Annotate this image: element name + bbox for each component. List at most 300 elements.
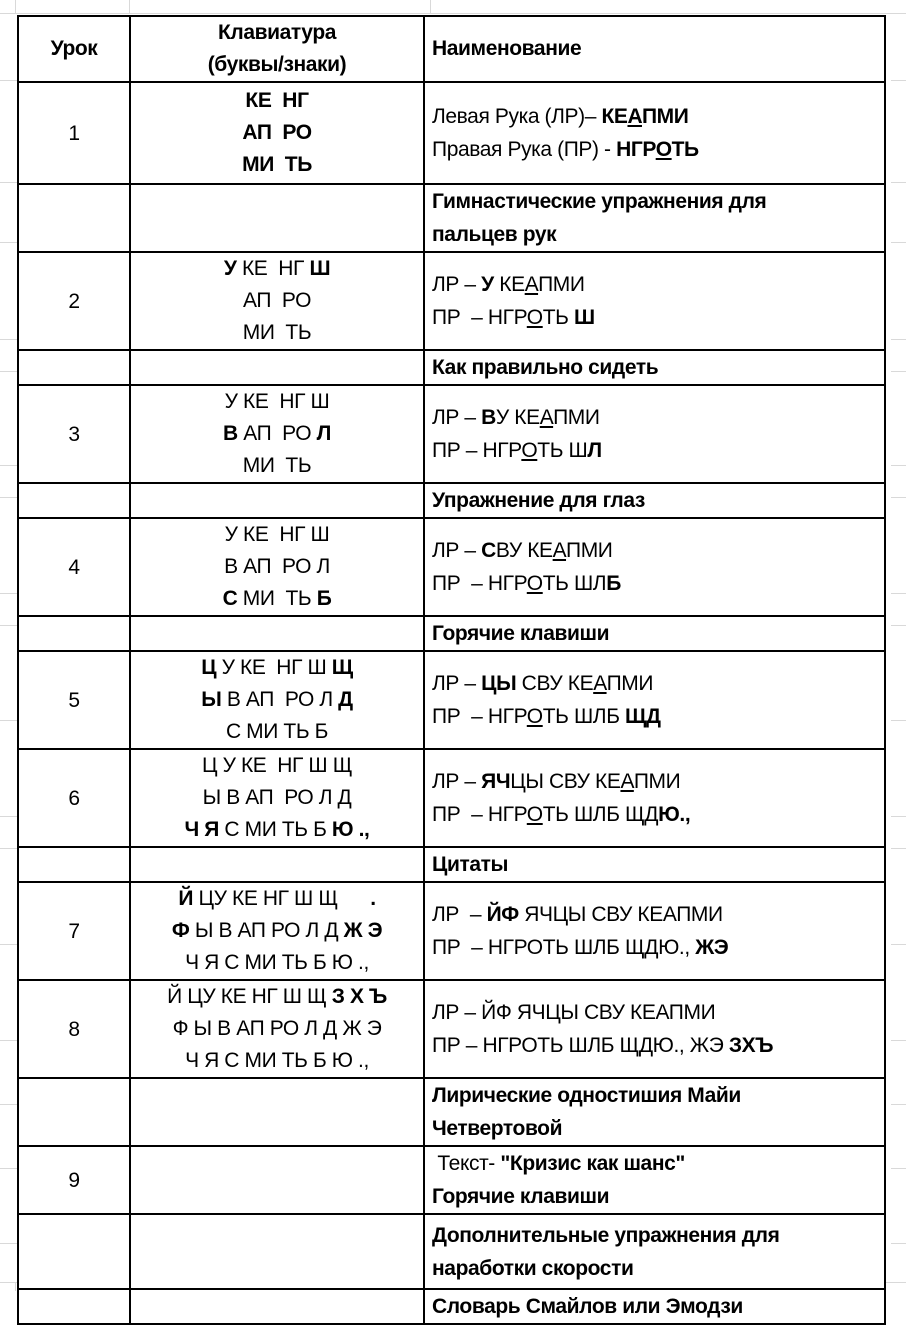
lesson-row — [18, 882, 885, 980]
text-segment: ПМИ — [566, 539, 613, 562]
lesson-number-cell[interactable] — [18, 184, 130, 252]
text-segment: ЛР – — [432, 273, 482, 296]
name-cell[interactable] — [424, 651, 885, 749]
text-line — [432, 34, 884, 64]
gridline — [0, 816, 17, 817]
name-cell[interactable] — [424, 82, 885, 184]
lesson-number-cell[interactable] — [18, 651, 130, 749]
name-cell[interactable] — [424, 350, 885, 385]
text-segment: Урок — [50, 37, 98, 60]
gridline — [129, 0, 130, 13]
text-segment: КЕ — [493, 273, 525, 296]
header-name[interactable] — [424, 16, 885, 82]
gridline — [891, 816, 906, 817]
gridline — [0, 182, 17, 183]
text-segment: ПМИ — [606, 672, 654, 695]
lesson-number-cell[interactable] — [18, 1078, 130, 1146]
text-segment: ПР – НГР — [432, 439, 522, 462]
lesson-row — [18, 82, 885, 184]
text-segment: А — [593, 672, 607, 695]
keyboard-cell[interactable] — [130, 1289, 424, 1324]
text-line — [432, 617, 884, 650]
keyboard-cell[interactable] — [130, 184, 424, 252]
name-cell[interactable] — [424, 518, 885, 616]
text-segment: О — [526, 306, 543, 329]
text-line — [432, 700, 884, 733]
keyboard-cell[interactable] — [130, 1146, 424, 1214]
text-segment: КЕ НГ — [241, 257, 310, 280]
text-segment: Д — [338, 688, 353, 711]
text-segment: ТЬ ШЛБ — [542, 705, 626, 728]
note-row — [18, 847, 885, 882]
text-segment: . — [370, 887, 376, 910]
text-segment: В — [481, 406, 496, 429]
text-segment: С МИ ТЬ Б — [225, 720, 329, 743]
text-line — [432, 268, 884, 301]
text-segment: О — [526, 803, 543, 826]
text-segment: ВУ КЕ — [495, 539, 553, 562]
gridline — [15, 1283, 16, 1291]
text-line — [131, 684, 423, 716]
name-cell[interactable] — [424, 1289, 885, 1324]
keyboard-cell[interactable] — [130, 1214, 424, 1289]
text-segment: Л — [587, 439, 602, 462]
text-segment: Лирические одностишия Майи — [432, 1084, 741, 1107]
gridline — [891, 242, 906, 243]
note-row — [18, 483, 885, 518]
gridline — [0, 1104, 17, 1105]
gridline — [891, 80, 906, 81]
text-segment: А — [552, 539, 567, 562]
text-segment: У — [481, 273, 494, 296]
text-line — [432, 351, 884, 384]
text-line — [131, 450, 423, 482]
text-segment: Наименование — [432, 37, 582, 60]
text-segment: ЛР – — [432, 903, 487, 926]
text-segment: ТЬ — [542, 306, 574, 329]
gridline — [0, 371, 17, 372]
text-segment: ПР – НГР — [432, 705, 527, 728]
text-segment: Б — [316, 587, 332, 610]
text-segment: Упражнение для глаз — [432, 489, 645, 512]
lesson-number-cell[interactable] — [18, 1289, 130, 1324]
text-line — [432, 1290, 884, 1323]
text-segment: В — [223, 422, 238, 445]
text-line — [131, 85, 423, 117]
note-row — [18, 616, 885, 651]
text-segment: О — [521, 439, 538, 462]
text-segment: Й — [178, 887, 194, 910]
text-segment: ЦЫ СВУ КЕ — [510, 770, 621, 793]
text-segment: О — [526, 705, 543, 728]
name-cell[interactable] — [424, 252, 885, 350]
text-segment: ЖЭ — [695, 936, 729, 959]
text-line — [432, 100, 884, 133]
text-line — [19, 285, 129, 318]
keyboard-cell[interactable] — [130, 350, 424, 385]
text-segment: 2 — [68, 289, 80, 313]
name-cell[interactable] — [424, 980, 885, 1078]
text-segment: Левая Рука (ЛР)– — [432, 105, 602, 128]
text-segment: ЛР – — [432, 406, 482, 429]
gridline — [891, 497, 906, 498]
text-line — [19, 1013, 129, 1046]
gridline — [0, 848, 17, 849]
text-line — [432, 898, 884, 931]
lesson-number-cell[interactable] — [18, 882, 130, 980]
keyboard-cell[interactable] — [130, 1078, 424, 1146]
text-line — [19, 34, 129, 64]
text-segment: У КЕ НГ Ш — [224, 523, 330, 546]
text-line — [432, 667, 884, 700]
text-line — [131, 149, 423, 181]
text-line — [131, 418, 423, 450]
text-line — [432, 401, 884, 434]
keyboard-cell[interactable] — [130, 847, 424, 882]
text-segment: Ц У КЕ НГ Ш Щ — [202, 754, 352, 777]
text-segment: Ф — [171, 919, 190, 942]
lesson-number-cell[interactable] — [18, 1214, 130, 1289]
text-segment: О — [655, 138, 672, 161]
note-row — [18, 1214, 885, 1289]
text-segment: Ц — [201, 656, 217, 679]
text-line — [432, 798, 884, 831]
text-segment: У КЕ НГ Ш — [216, 656, 332, 679]
text-segment: Дополнительные упражнения для — [432, 1223, 780, 1247]
text-segment: ЛР – — [432, 672, 482, 695]
text-line — [131, 285, 423, 317]
lesson-row — [18, 1146, 885, 1214]
text-segment: ЦУ КЕ НГ Ш Щ — [193, 887, 371, 910]
text-line — [19, 117, 129, 150]
gridline — [891, 339, 906, 340]
text-segment: 3 — [68, 422, 80, 446]
gridline — [15, 0, 16, 13]
text-segment: А — [620, 770, 634, 793]
name-cell[interactable] — [424, 749, 885, 847]
gridline — [0, 625, 17, 626]
text-segment: МИ ТЬ — [237, 587, 317, 610]
text-segment: Клавиатура — [217, 21, 337, 44]
keyboard-cell[interactable] — [130, 483, 424, 518]
text-segment: МИ ТЬ — [242, 321, 312, 344]
text-segment: Л — [316, 422, 331, 445]
text-segment: Ю., — [658, 803, 691, 826]
text-segment: Ч Я С МИ ТЬ Б Ю ., — [185, 1049, 369, 1072]
gridline — [0, 13, 906, 14]
text-segment: ТЬ Ш — [537, 439, 588, 462]
keyboard-cell[interactable] — [130, 616, 424, 651]
gridline — [891, 593, 906, 594]
text-segment: Ф Ы В АП РО Л Д Ж Э — [172, 1017, 382, 1040]
text-segment: Цитаты — [432, 853, 509, 876]
text-segment: Ж Э — [343, 919, 383, 942]
text-segment: С — [481, 539, 496, 562]
keyboard-cell[interactable] — [130, 518, 424, 616]
text-line — [131, 981, 423, 1013]
text-segment: КЕ — [601, 105, 628, 128]
text-segment: Ч Я С МИ ТЬ Б Ю ., — [185, 951, 369, 974]
lesson-row — [18, 749, 885, 847]
text-segment: У КЕ — [495, 406, 540, 429]
text-segment: Как правильно сидеть — [432, 356, 659, 379]
text-line — [432, 1147, 884, 1180]
gridline — [891, 182, 906, 183]
text-line — [131, 915, 423, 947]
text-line — [131, 253, 423, 285]
name-cell[interactable] — [424, 847, 885, 882]
text-line — [19, 782, 129, 815]
text-line — [432, 1029, 884, 1062]
text-line — [131, 519, 423, 551]
text-segment: (буквы/знаки) — [207, 53, 347, 76]
text-segment: ЦЫ — [481, 672, 517, 695]
gridline — [891, 625, 906, 626]
text-line — [19, 684, 129, 717]
text-segment: Горячие клавиши — [432, 622, 610, 645]
text-segment: 4 — [68, 555, 80, 579]
header-row — [18, 16, 885, 82]
text-segment: Ч Я — [184, 818, 219, 841]
name-cell[interactable] — [424, 385, 885, 483]
text-line — [432, 1112, 884, 1145]
text-segment: ЛР – — [432, 770, 482, 793]
lesson-row — [18, 252, 885, 350]
lesson-row — [18, 518, 885, 616]
text-line — [19, 915, 129, 948]
text-segment: 9 — [68, 1168, 80, 1192]
name-cell[interactable] — [424, 1214, 885, 1289]
text-segment: С МИ ТЬ Б — [219, 818, 332, 841]
text-line — [432, 765, 884, 798]
text-line — [432, 434, 884, 467]
lesson-number-cell[interactable] — [18, 82, 130, 184]
text-segment: А — [627, 105, 642, 128]
gridline — [0, 1243, 17, 1244]
text-line — [19, 551, 129, 584]
text-segment: Текст- — [432, 1152, 501, 1175]
text-segment: МИ ТЬ — [242, 454, 312, 477]
keyboard-cell[interactable] — [130, 385, 424, 483]
text-segment: "Кризис как шанс" — [500, 1152, 685, 1175]
text-segment: Ш — [309, 257, 331, 280]
name-cell[interactable] — [424, 184, 885, 252]
text-line — [131, 583, 423, 615]
text-line — [131, 947, 423, 979]
keyboard-cell[interactable] — [130, 82, 424, 184]
keyboard-cell[interactable] — [130, 749, 424, 847]
text-segment: 7 — [68, 919, 80, 943]
name-cell[interactable] — [424, 483, 885, 518]
text-segment: МИ ТЬ — [242, 153, 312, 176]
text-segment: У КЕ НГ Ш — [224, 390, 330, 413]
text-segment: Словарь Смайлов или Эмодзи — [432, 1295, 743, 1318]
text-segment: ТЬ ШЛБ ЩД — [542, 803, 659, 826]
text-segment: ПМИ — [553, 406, 600, 429]
text-line — [432, 1079, 884, 1112]
header-keyboard[interactable] — [130, 16, 424, 82]
gridline — [0, 242, 17, 243]
text-segment: В АП РО Л — [221, 688, 339, 711]
text-segment: Ш — [573, 306, 595, 329]
note-row — [18, 350, 885, 385]
header-lesson[interactable] — [18, 16, 130, 82]
text-segment: Щ — [331, 656, 353, 679]
text-line — [131, 317, 423, 349]
text-segment: ТЬ ШЛ — [542, 572, 607, 595]
text-line — [432, 1180, 884, 1213]
text-segment: ЛР – ЙФ ЯЧЦЫ СВУ КЕАПМИ — [432, 1001, 716, 1024]
text-segment: ПМИ — [538, 273, 585, 296]
keyboard-cell[interactable] — [130, 980, 424, 1078]
text-segment: Б — [606, 572, 621, 595]
text-line — [131, 1045, 423, 1077]
text-segment: О — [526, 572, 543, 595]
text-line — [19, 418, 129, 451]
name-cell[interactable] — [424, 882, 885, 980]
text-line — [432, 1219, 884, 1252]
text-segment: АП РО — [242, 289, 311, 312]
name-cell[interactable] — [424, 1146, 885, 1214]
gridline — [0, 465, 17, 466]
lesson-number-cell[interactable] — [18, 252, 130, 350]
text-segment: НГР — [616, 138, 656, 161]
lesson-row — [18, 980, 885, 1078]
text-line — [432, 996, 884, 1029]
lesson-number-cell[interactable] — [18, 980, 130, 1078]
text-segment: наработки скорости — [432, 1256, 634, 1280]
text-line — [131, 883, 423, 915]
text-segment: ПР – НГР — [432, 306, 527, 329]
text-segment: ЯЧ — [481, 770, 511, 793]
gridline — [0, 1040, 17, 1041]
text-segment: ЛР – — [432, 539, 482, 562]
text-segment: КЕ НГ — [245, 89, 309, 112]
text-segment: 6 — [68, 786, 80, 810]
lesson-number-cell[interactable] — [18, 616, 130, 651]
text-line — [131, 551, 423, 583]
text-segment: 1 — [68, 121, 80, 145]
text-segment: Й ЦУ КЕ НГ Ш Щ — [167, 985, 332, 1008]
text-line — [432, 133, 884, 166]
text-segment: З Х Ъ — [331, 985, 387, 1008]
text-segment: ПР – НГРОТЬ ШЛБ ЩДЮ., ЖЭ — [432, 1034, 729, 1057]
text-line — [432, 484, 884, 517]
text-segment: В АП РО Л — [224, 555, 330, 578]
gridline — [891, 1040, 906, 1041]
text-segment: У — [223, 257, 242, 280]
keyboard-cell[interactable] — [130, 882, 424, 980]
gridline — [891, 720, 906, 721]
keyboard-cell[interactable] — [130, 651, 424, 749]
text-segment: Горячие клавиши — [432, 1185, 610, 1208]
lesson-number-cell[interactable] — [18, 385, 130, 483]
text-segment: Четвертовой — [432, 1117, 563, 1140]
lesson-row — [18, 385, 885, 483]
text-line — [131, 716, 423, 748]
text-line — [432, 1252, 884, 1285]
text-segment: ПР – НГР — [432, 572, 527, 595]
text-line — [432, 848, 884, 881]
note-row — [18, 1078, 885, 1146]
text-line — [432, 931, 884, 964]
text-segment: Гимнастические упражнения для — [432, 190, 767, 213]
lesson-number-cell[interactable] — [18, 847, 130, 882]
lesson-number-cell[interactable] — [18, 518, 130, 616]
text-line — [432, 301, 884, 334]
gridline — [430, 0, 431, 13]
text-segment: Ы В АП РО Л Д — [202, 786, 352, 809]
text-segment: ЯЧЦЫ СВУ КЕАПМИ — [518, 903, 723, 926]
text-segment: ПР – НГР — [432, 803, 527, 826]
note-row — [18, 184, 885, 252]
gridline — [0, 944, 17, 945]
text-segment: ТЬ — [671, 138, 699, 161]
lesson-number-cell[interactable] — [18, 483, 130, 518]
gridline — [891, 1104, 906, 1105]
text-line — [131, 117, 423, 149]
name-cell[interactable] — [424, 616, 885, 651]
text-line — [131, 49, 423, 81]
text-segment: АП РО — [237, 422, 317, 445]
text-segment: А — [539, 406, 554, 429]
text-segment: СВУ КЕ — [516, 672, 594, 695]
text-segment: ЩД — [625, 705, 661, 728]
text-line — [131, 386, 423, 418]
gridline — [891, 944, 906, 945]
keyboard-cell[interactable] — [130, 252, 424, 350]
gridline — [0, 80, 17, 81]
gridline — [891, 1243, 906, 1244]
text-segment: ПМИ — [633, 770, 681, 793]
text-line — [131, 652, 423, 684]
gridline — [0, 1168, 17, 1169]
text-segment: ПР – НГРОТЬ ШЛБ ЩДЮ., — [432, 936, 696, 959]
text-segment: пальцев рук — [432, 223, 557, 246]
text-line — [131, 1013, 423, 1045]
gridline — [0, 339, 17, 340]
gridline — [891, 848, 906, 849]
gridline — [0, 497, 17, 498]
text-segment: А — [524, 273, 539, 296]
gridline — [891, 371, 906, 372]
text-line — [432, 218, 884, 251]
text-segment: Правая Рука (ПР) - — [432, 138, 617, 161]
gridline — [891, 465, 906, 466]
text-segment: С — [222, 587, 238, 610]
lesson-number-cell[interactable] — [18, 1146, 130, 1214]
name-cell[interactable] — [424, 1078, 885, 1146]
lessons-table — [17, 15, 886, 1325]
text-segment: Ю ., — [331, 818, 370, 841]
text-line — [432, 534, 884, 567]
lesson-number-cell[interactable] — [18, 749, 130, 847]
gridline — [0, 593, 17, 594]
text-segment: 5 — [68, 688, 80, 712]
text-line — [131, 814, 423, 846]
gridline — [0, 720, 17, 721]
text-line — [432, 185, 884, 218]
lesson-number-cell[interactable] — [18, 350, 130, 385]
text-segment: Ы — [201, 688, 222, 711]
note-row — [18, 1289, 885, 1324]
text-line — [131, 782, 423, 814]
lesson-row — [18, 651, 885, 749]
gridline — [891, 1168, 906, 1169]
text-line — [131, 17, 423, 49]
text-line — [131, 750, 423, 782]
text-segment: 8 — [68, 1017, 80, 1041]
